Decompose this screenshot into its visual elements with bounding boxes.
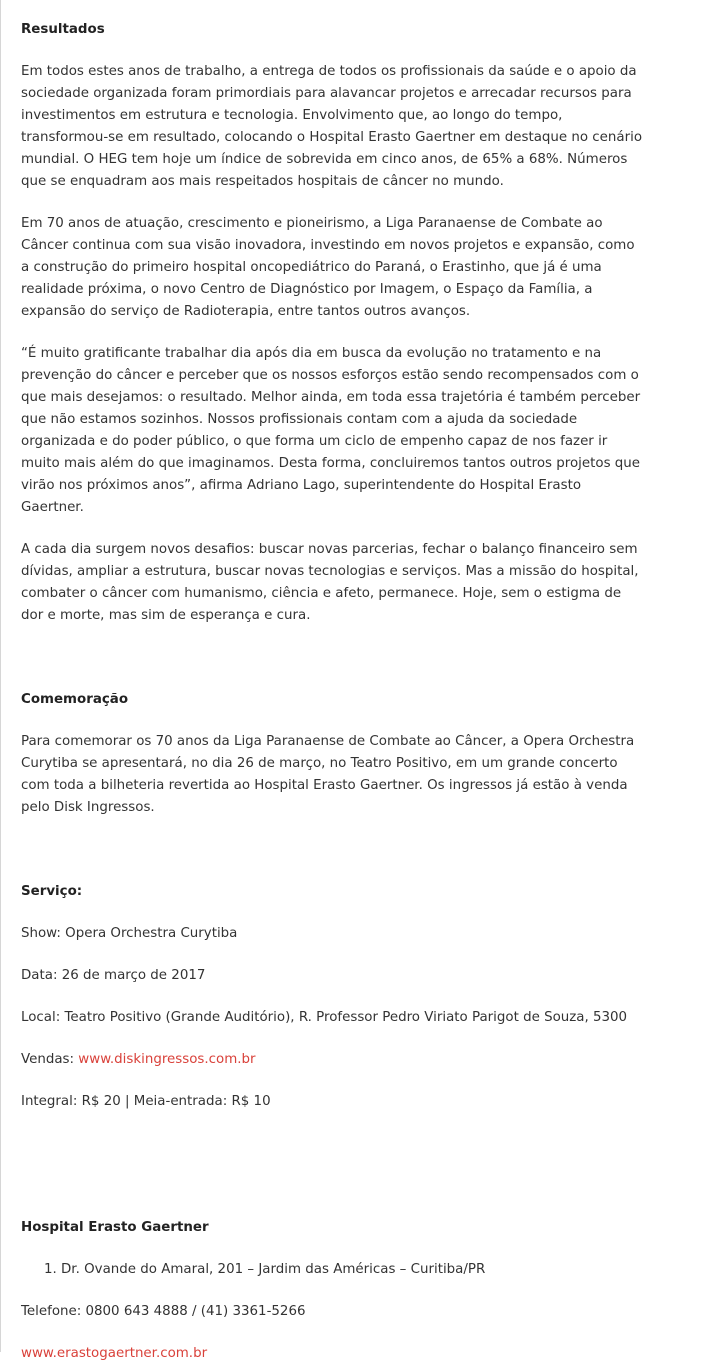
- servico-show: Show: Opera Orchestra Curytiba: [21, 926, 238, 941]
- resultados-paragraph-3: “É muito gratificante trabalhar dia após dia em busca da evolução no tratamento e na prevenção do câncer e perceber que os nossos esforços estão sendo recompensados com o que mais desejamos: o resultado. Melhor ainda, em toda essa trajetória é também perceber que não estamos sozinhos. Nossos profissionais contam com a ajuda da sociedade organizada e do poder público, o que forma um ciclo de empenho capaz de nos fazer ir muito mais além do que imaginamos. Desta forma, concluiremos tantos outros projetos que virão nos próximos anos”, afirma Adriano Lago, superintendente do Hospital Erasto Gaertner.: [21, 346, 641, 515]
- address-list-item: 1. Dr. Ovande do Amaral, 201 – Jardim das Américas – Curitiba/PR: [61, 1259, 646, 1281]
- servico-local: Local: Teatro Positivo (Grande Auditório), R. Professor Pedro Viriato Parigot de Souza, 5300: [21, 1010, 628, 1025]
- left-border-line: [0, 0, 1, 1352]
- resultados-paragraph-4: A cada dia surgem novos desafios: buscar novas parcerias, fechar o balanço financeiro sem dívidas, ampliar a estrutura, buscar novas tecnologias e serviços. Mas a missão do hospital, combater o câncer com humanismo, ciência e afeto, permanece. Hoje, sem o estigma de dor e morte, mas sim de esperança e cura.: [21, 542, 639, 623]
- erastogaertner-link[interactable]: www.erastogaertner.com.br: [21, 1346, 208, 1361]
- diskingressos-link[interactable]: www.diskingressos.com.br: [78, 1052, 256, 1067]
- servico-vendas: [21, 1049, 646, 1071]
- hospital-telefone: Telefone: 0800 643 4888 / (41) 3361-5266: [21, 1304, 306, 1319]
- article-body: [21, 19, 646, 1365]
- servico-precos: Integral: R$ 20 | Meia-entrada: R$ 10: [21, 1094, 271, 1109]
- resultados-paragraph-1: Em todos estes anos de trabalho, a entrega de todos os profissionais da saúde e o apoio da sociedade organizada foram primordiais para alavancar projetos e arrecadar recursos para investimentos em estrutura e tecnologia. Envolvimento que, ao longo do tempo, transformou-se em resultado, colocando o Hospital Erasto Gaertner em destaque no cenário mundial. O HEG tem hoje um índice de sobrevida em cinco anos, de 65% a 68%. Números que se enquadram aos mais respeitados hospitais de câncer no mundo.: [21, 64, 643, 189]
- comemoracao-heading: Comemoração: [21, 692, 129, 707]
- comemoracao-paragraph: Para comemorar os 70 anos da Liga Paranaense de Combate ao Câncer, a Opera Orchestra Curytiba se apresentará, no dia 26 de março, no Teatro Positivo, em um grande concerto com toda a bilheteria revertida ao Hospital Erasto Gaertner. Os ingressos já estão à venda pelo Disk Ingressos.: [21, 734, 635, 815]
- address-list: [21, 1259, 646, 1281]
- vendas-label: Vendas:: [21, 1052, 79, 1067]
- hospital-site: [21, 1343, 646, 1365]
- resultados-heading: Resultados: [21, 22, 105, 37]
- servico-data: Data: 26 de março de 2017: [21, 968, 206, 983]
- hospital-heading: Hospital Erasto Gaertner: [21, 1220, 209, 1235]
- resultados-paragraph-2: Em 70 anos de atuação, crescimento e pioneirismo, a Liga Paranaense de Combate ao Câncer continua com sua visão inovadora, investindo em novos projetos e expansão, como a construção do primeiro hospital oncopediátrico do Paraná, o Erastinho, que já é uma realidade próxima, o novo Centro de Diagnóstico por Imagem, o Espaço da Família, a expansão do serviço de Radioterapia, entre tantos outros avanços.: [21, 216, 635, 319]
- servico-heading: Serviço:: [21, 884, 83, 899]
